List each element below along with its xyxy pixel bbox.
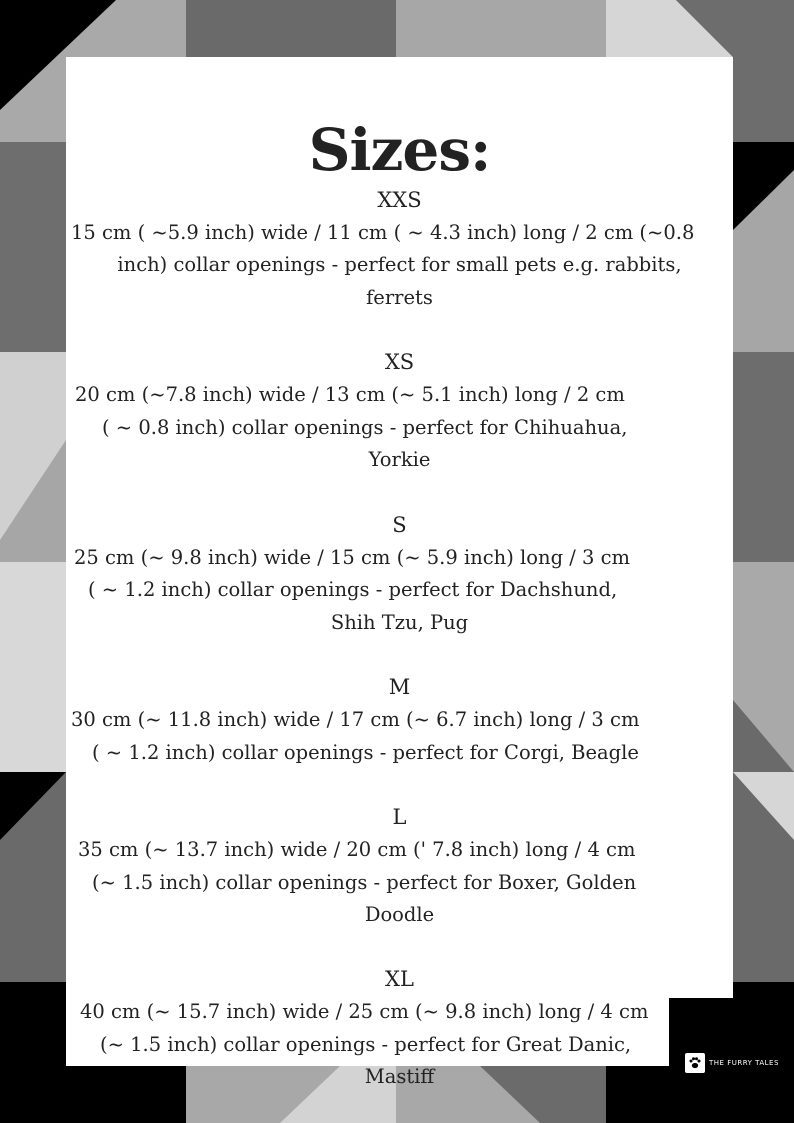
size-m-line-2: ( ~ 1.2 inch) collar openings - perfect for Corgi, Beagle xyxy=(92,741,639,764)
brand-logo xyxy=(685,1053,779,1073)
size-xl-line-2: (~ 1.5 inch) collar openings - perfect for Great Danic, xyxy=(100,1033,632,1056)
size-m-line-1: 30 cm (~ 11.8 inch) wide / 17 cm (~ 6.7 inch) long / 3 cm xyxy=(71,708,640,731)
size-label-xxs: XXS xyxy=(377,188,422,212)
brand-name: THE FURRY TALES xyxy=(709,1059,779,1067)
size-l-line-1: 35 cm (~ 13.7 inch) wide / 20 cm (' 7.8 inch) long / 4 cm xyxy=(78,838,636,861)
size-xs-line-2: ( ~ 0.8 inch) collar openings - perfect for Chihuahua, xyxy=(102,416,628,439)
size-l-line-2: (~ 1.5 inch) collar openings - perfect for Boxer, Golden xyxy=(92,871,637,894)
size-label-xs: XS xyxy=(384,350,415,374)
size-label-s: S xyxy=(392,513,407,537)
size-label-m: M xyxy=(388,675,411,699)
size-s-line-1: 25 cm (~ 9.8 inch) wide / 15 cm (~ 5.9 inch) long / 3 cm xyxy=(74,546,631,569)
page-title: Sizes: xyxy=(308,116,491,184)
size-xl-line-1: 40 cm (~ 15.7 inch) wide / 25 cm (~ 9.8 inch) long / 4 cm xyxy=(80,1000,649,1023)
size-s-line-2: ( ~ 1.2 inch) collar openings - perfect for Dachshund, xyxy=(88,578,618,601)
size-label-xl: XL xyxy=(385,967,414,991)
size-xs-line-1: 20 cm (~7.8 inch) wide / 13 cm (~ 5.1 inch) long / 2 cm xyxy=(75,383,625,406)
size-xs-line-3: Yorkie xyxy=(368,448,431,471)
size-l-line-3: Doodle xyxy=(364,903,435,926)
size-s-line-3: Shih Tzu, Pug xyxy=(330,611,469,634)
size-xxs-line-1: 15 cm ( ~5.9 inch) wide / 11 cm ( ~ 4.3 inch) long / 2 cm (~0.8 xyxy=(71,221,695,244)
size-label-l: L xyxy=(392,805,407,829)
size-xl-line-3: Mastiff xyxy=(364,1065,435,1088)
paw-icon xyxy=(685,1053,705,1073)
size-xxs-line-3: ferrets xyxy=(366,286,433,309)
size-chart-card xyxy=(66,57,733,1088)
size-xxs-line-2: inch) collar openings - perfect for small pets e.g. rabbits, xyxy=(117,253,682,276)
